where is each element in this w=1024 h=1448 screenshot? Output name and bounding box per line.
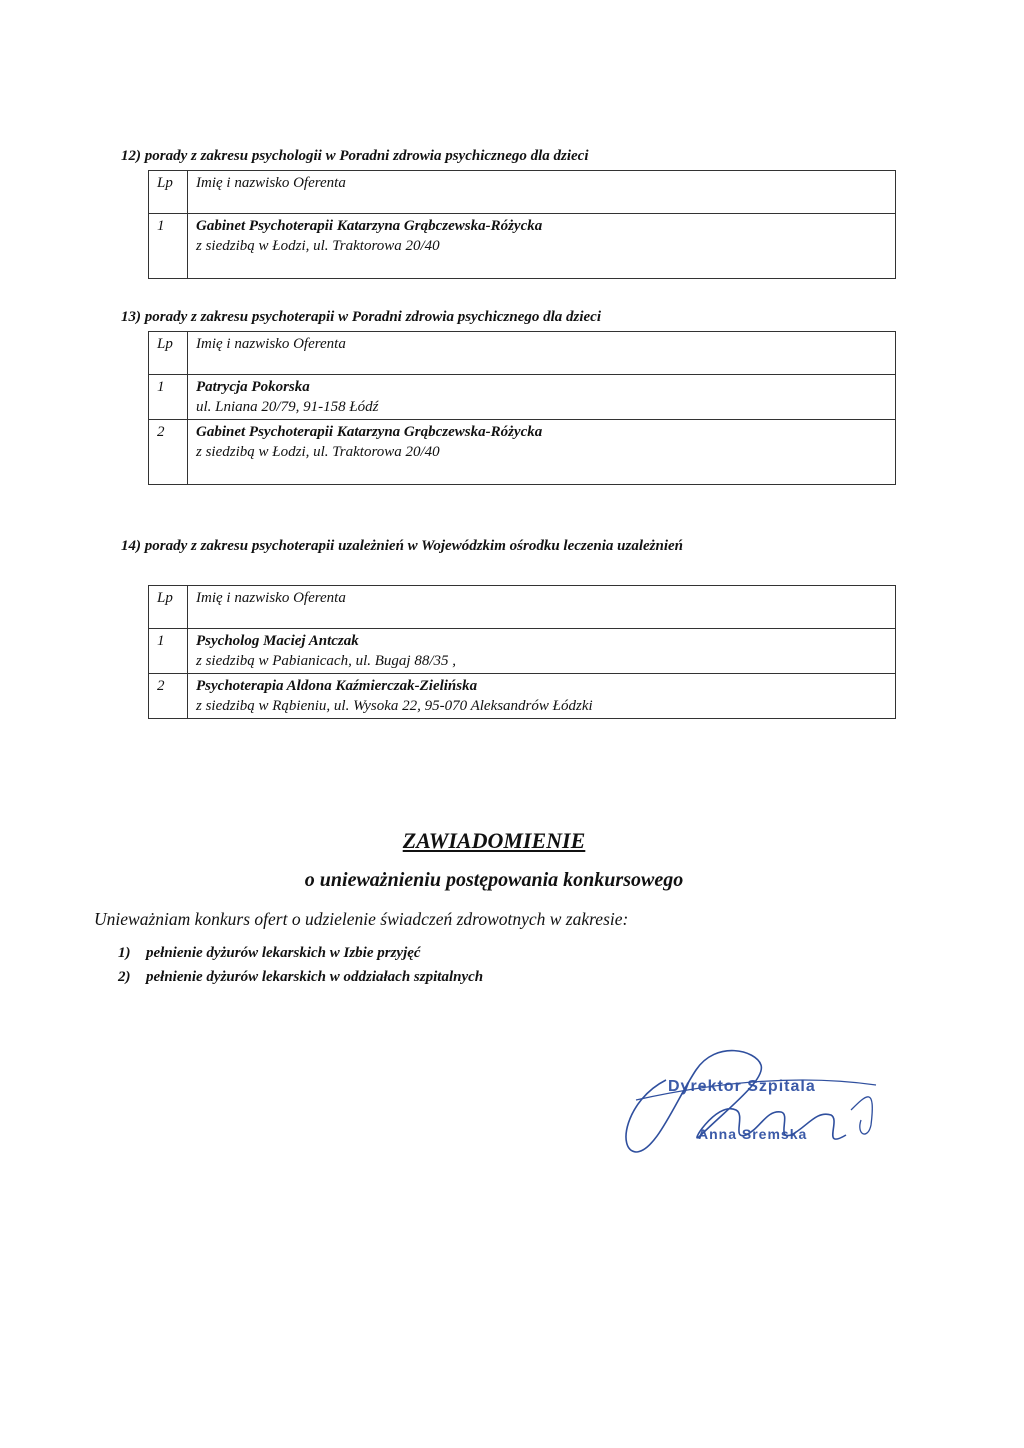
- notice-list: [118, 945, 483, 993]
- offerer-address: ul. Lniana 20/79, 91-158 Łódź: [196, 399, 379, 415]
- name-header: Imię i nazwisko Oferenta: [188, 332, 896, 375]
- row-lp: 1: [149, 214, 188, 279]
- offerer-name: Psycholog Maciej Antczak: [196, 633, 359, 649]
- offers-table-14: [148, 585, 896, 719]
- row-offer: [188, 420, 896, 485]
- offers-table-13: [148, 331, 896, 485]
- section-14-title: 14) porady z zakresu psychoterapii uzależnień w Wojewódzkim ośrodku leczenia uzależnień: [121, 538, 684, 554]
- offerer-name: Psychoterapia Aldona Kaźmierczak-Zielińska: [196, 678, 478, 694]
- row-offer: [188, 214, 896, 279]
- offerer-address: z siedzibą w Rąbieniu, ul. Wysoka 22, 95-070 Aleksandrów Łódzki: [196, 698, 593, 714]
- offerer-address: z siedzibą w Pabianicach, ul. Bugaj 88/35 ,: [196, 653, 456, 669]
- row-lp: 1: [149, 375, 188, 420]
- lp-header: Lp: [149, 586, 188, 629]
- section-12-title: 12) porady z zakresu psychologii w Poradni zdrowia psychicznego dla dzieci: [121, 148, 589, 164]
- offerer-address: z siedzibą w Łodzi, ul. Traktorowa 20/40: [196, 238, 440, 254]
- table-header-row: [149, 586, 896, 629]
- list-item-text: pełnienie dyżurów lekarskich w oddziałach szpitalnych: [146, 969, 484, 985]
- offerer-name: Patrycja Pokorska: [196, 379, 310, 395]
- list-item-number: 2): [118, 969, 131, 985]
- row-lp: 1: [149, 629, 188, 674]
- lp-header: Lp: [149, 171, 188, 214]
- table-header-row: [149, 332, 896, 375]
- offers-table-12: [148, 170, 896, 279]
- section-13-title: 13) porady z zakresu psychoterapii w Poradni zdrowia psychicznego dla dzieci: [121, 309, 602, 325]
- notice-title: ZAWIADOMIENIE: [402, 828, 586, 853]
- stamp-name: Anna Sremska: [698, 1126, 808, 1142]
- notice-lead: Unieważniam konkurs ofert o udzielenie świadczeń zdrowotnych w zakresie:: [94, 909, 629, 929]
- stamp-title: Dyrektor Szpitala: [668, 1078, 816, 1095]
- table-row: [149, 375, 896, 420]
- list-item: [118, 969, 483, 993]
- offerer-name: Gabinet Psychoterapii Katarzyna Grąbczewska-Różycka: [196, 218, 543, 234]
- signature-icon: [606, 1040, 896, 1160]
- list-item-number: 1): [118, 945, 131, 961]
- lp-header: Lp: [149, 332, 188, 375]
- table-row: [149, 420, 896, 485]
- row-offer: [188, 375, 896, 420]
- table-row: [149, 674, 896, 719]
- row-lp: 2: [149, 674, 188, 719]
- offerer-address: z siedzibą w Łodzi, ul. Traktorowa 20/40: [196, 444, 440, 460]
- offerer-name: Gabinet Psychoterapii Katarzyna Grąbczewska-Różycka: [196, 424, 543, 440]
- notice-subtitle: o unieważnieniu postępowania konkursowego: [304, 869, 684, 891]
- director-stamp: [606, 1040, 896, 1160]
- row-offer: [188, 629, 896, 674]
- table-header-row: [149, 171, 896, 214]
- row-offer: [188, 674, 896, 719]
- table-row: [149, 214, 896, 279]
- list-item-text: pełnienie dyżurów lekarskich w Izbie przyjęć: [146, 945, 421, 961]
- name-header: Imię i nazwisko Oferenta: [188, 586, 896, 629]
- table-row: [149, 629, 896, 674]
- row-lp: 2: [149, 420, 188, 485]
- list-item: [118, 945, 483, 969]
- name-header: Imię i nazwisko Oferenta: [188, 171, 896, 214]
